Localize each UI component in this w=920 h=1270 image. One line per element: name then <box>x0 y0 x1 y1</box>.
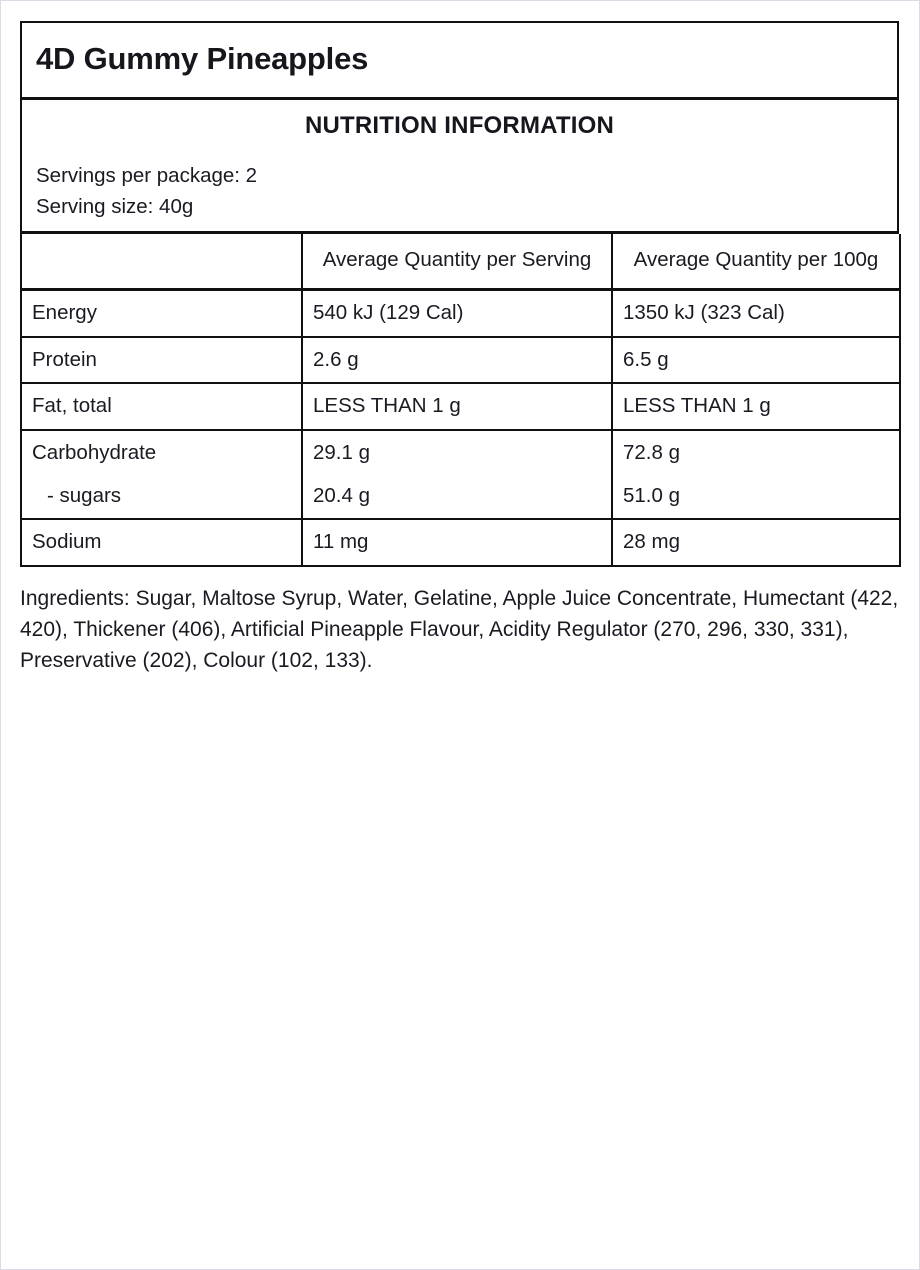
table-row <box>21 519 900 566</box>
nutrient-per-100g-sub: 51.0 g <box>623 483 680 507</box>
nutrition-information-heading: NUTRITION INFORMATION <box>304 111 615 139</box>
nutrient-name: Sodium <box>21 519 302 566</box>
nutrient-per-serving: 540 kJ (129 Cal) <box>302 289 612 336</box>
servings-per-package: Servings per package: 2 <box>36 163 258 187</box>
nutrient-per-serving-sub: 20.4 g <box>313 483 370 507</box>
nutrient-per-serving: LESS THAN 1 g <box>302 383 612 430</box>
nutrient-name-main: Carbohydrate <box>32 440 157 464</box>
nutrient-per-100g-main: 72.8 g <box>623 440 680 464</box>
nutrition-table <box>20 234 901 567</box>
nutrient-name <box>21 430 302 519</box>
nutrient-name: Fat, total <box>21 383 302 430</box>
nutrient-per-serving <box>302 430 612 519</box>
ingredients-text: Ingredients: Sugar, Maltose Syrup, Water, Gelatine, Apple Juice Concentrate, Humectant (422, 420), Thickener (406), Artificial Pineapple Flavour, Acidity Regulator (270, 296, 330, 331), Preservative (202), Colour (102, 133). <box>20 586 899 673</box>
column-header-per-100g: Average Quantity per 100g <box>612 234 900 289</box>
nutrient-name: Protein <box>21 337 302 384</box>
page-title: 4D Gummy Pineapples <box>36 41 369 76</box>
nutrition-table-header <box>21 234 900 289</box>
nutrient-per-100g: 1350 kJ (323 Cal) <box>612 289 900 336</box>
serving-size: Serving size: 40g <box>36 195 194 219</box>
nutrient-per-100g <box>612 430 900 519</box>
nutrient-per-serving-main: 29.1 g <box>313 440 370 464</box>
nutrition-information-header-block <box>20 100 899 235</box>
table-row <box>21 337 900 384</box>
nutrient-per-100g: 6.5 g <box>612 337 900 384</box>
nutrient-name-sub: - sugars <box>47 483 122 507</box>
column-header-nutrient <box>21 234 302 289</box>
table-header-row <box>21 234 900 289</box>
table-row <box>21 430 900 519</box>
nutrient-name: Energy <box>21 289 302 336</box>
nutrition-table-body <box>21 289 900 566</box>
nutrient-per-serving: 2.6 g <box>302 337 612 384</box>
product-title-block <box>20 21 899 100</box>
column-header-per-serving: Average Quantity per Serving <box>302 234 612 289</box>
table-row <box>21 383 900 430</box>
nutrient-per-100g: 28 mg <box>612 519 900 566</box>
nutrition-panel <box>20 21 899 697</box>
nutrient-per-serving: 11 mg <box>302 519 612 566</box>
nutrient-per-100g: LESS THAN 1 g <box>612 383 900 430</box>
table-row <box>21 289 900 336</box>
